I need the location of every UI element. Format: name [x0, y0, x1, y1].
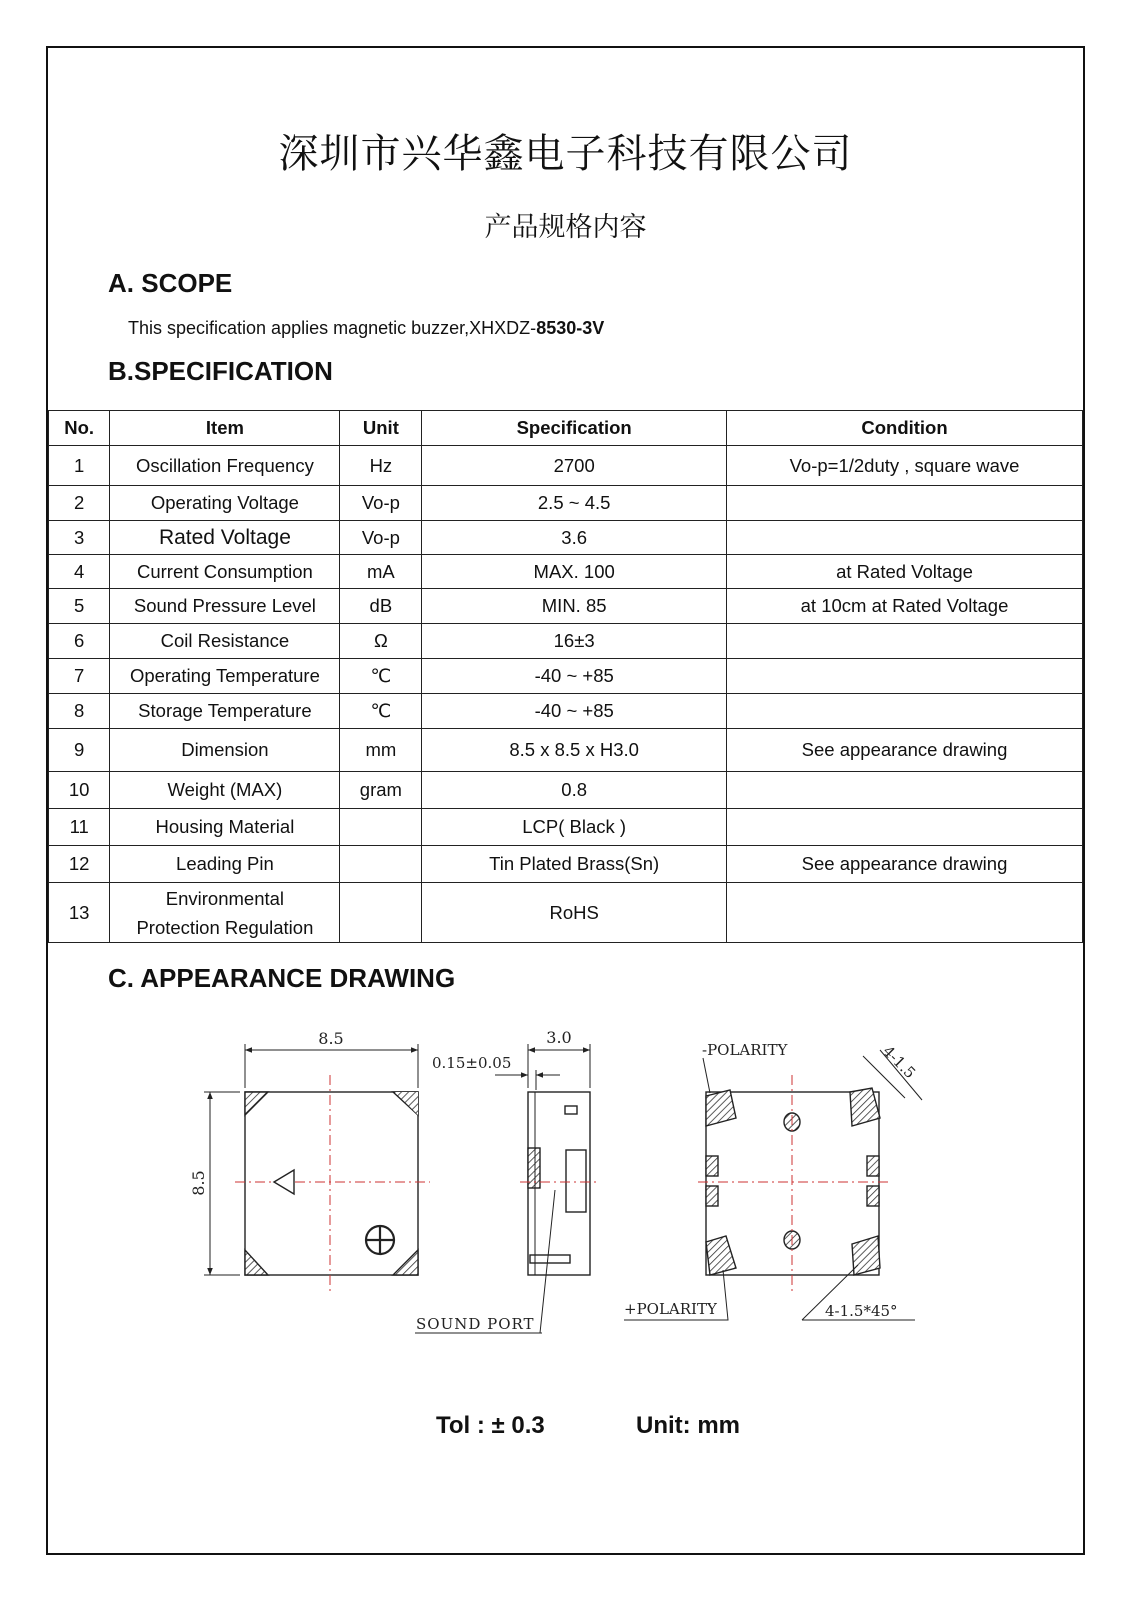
- cell-item: Current Consumption: [110, 555, 340, 589]
- height-label: 8.5: [189, 1170, 208, 1196]
- cell-no: 6: [49, 624, 110, 659]
- cell-no: 13: [49, 883, 110, 943]
- cell-spec: 2.5 ~ 4.5: [422, 486, 727, 521]
- table-row: [49, 659, 1083, 694]
- neg-polarity-label: -POLARITY: [702, 1041, 788, 1059]
- cell-spec: 2700: [422, 446, 727, 486]
- cell-no: 7: [49, 659, 110, 694]
- cell-condition: [727, 486, 1083, 521]
- cell-no: 1: [49, 446, 110, 486]
- specification-heading: B.SPECIFICATION: [108, 356, 333, 386]
- cell-unit: ℃: [340, 659, 422, 694]
- cell-no: 9: [49, 729, 110, 772]
- cell-item: Dimension: [110, 729, 340, 772]
- cell-item: Operating Temperature: [110, 659, 340, 694]
- cell-item: Coil Resistance: [110, 624, 340, 659]
- width-label: 8.5: [318, 1030, 344, 1048]
- cell-spec: MAX. 100: [422, 555, 727, 589]
- cell-spec: -40 ~ +85: [422, 694, 727, 729]
- cell-condition: [727, 624, 1083, 659]
- cell-spec: RoHS: [422, 883, 727, 943]
- specification-table: [48, 410, 1083, 943]
- table-row: [49, 521, 1083, 555]
- bottom-view: [624, 1050, 922, 1320]
- chamfer-label: 4-1.5*45°: [825, 1302, 898, 1320]
- cell-condition: [727, 809, 1083, 846]
- table-row: [49, 883, 1083, 943]
- cell-no: 8: [49, 694, 110, 729]
- table-row: [49, 624, 1083, 659]
- table-row: [49, 772, 1083, 809]
- cell-spec: MIN. 85: [422, 589, 727, 624]
- cell-condition: at 10cm at Rated Voltage: [727, 589, 1083, 624]
- cell-no: 12: [49, 846, 110, 883]
- table-row: [49, 846, 1083, 883]
- cell-no: 3: [49, 521, 110, 555]
- table-row: [49, 694, 1083, 729]
- cell-item-line-1: Environmental: [165, 887, 285, 909]
- scope-text-prefix: This specification applies magnetic buzzer,XHXDZ-: [128, 318, 537, 338]
- cell-spec: Tin Plated Brass(Sn): [422, 846, 727, 883]
- table-row: [49, 555, 1083, 589]
- cell-unit: Ω: [340, 624, 422, 659]
- scope-model: 8530-3V: [536, 318, 605, 338]
- cell-no: 5: [49, 589, 110, 624]
- cell-condition: See appearance drawing: [727, 846, 1083, 883]
- cell-item-line-2: Protection Regulation: [136, 916, 314, 938]
- cell-unit: [340, 809, 422, 846]
- tolerance-label: Tol : ± 0.3: [436, 1412, 545, 1439]
- cell-condition: [727, 772, 1083, 809]
- cell-unit: Vo-p: [340, 521, 422, 555]
- cell-unit: ℃: [340, 694, 422, 729]
- column-header-condition: Condition: [727, 411, 1083, 446]
- cell-spec: -40 ~ +85: [422, 659, 727, 694]
- cell-item: Rated Voltage: [110, 521, 340, 555]
- column-header-unit: Unit: [340, 411, 422, 446]
- appearance-drawing: [180, 1030, 960, 1370]
- cell-unit: gram: [340, 772, 422, 809]
- cell-unit: Hz: [340, 446, 422, 486]
- pos-polarity-label: +POLARITY: [624, 1300, 717, 1318]
- cell-unit: dB: [340, 589, 422, 624]
- appearance-heading: C. APPEARANCE DRAWING: [108, 963, 456, 993]
- side-view: [495, 1044, 600, 1333]
- table-row: [49, 589, 1083, 624]
- unit-label: Unit: mm: [636, 1412, 740, 1439]
- cell-spec: LCP( Black ): [422, 809, 727, 846]
- table-row: [49, 809, 1083, 846]
- scope-text: [128, 318, 604, 339]
- cell-condition: [727, 694, 1083, 729]
- cell-unit: [340, 883, 422, 943]
- cell-spec: 3.6: [422, 521, 727, 555]
- top-view: [204, 1044, 430, 1295]
- cell-condition: [727, 521, 1083, 555]
- cell-item: [110, 883, 340, 943]
- cell-unit: mA: [340, 555, 422, 589]
- sound-port-label: SOUND PORT: [416, 1315, 535, 1333]
- table-header-row: [49, 411, 1083, 446]
- column-header-item: Item: [110, 411, 340, 446]
- scope-heading: A. SCOPE: [108, 268, 233, 298]
- cell-item: Sound Pressure Level: [110, 589, 340, 624]
- cell-no: 2: [49, 486, 110, 521]
- cell-unit: mm: [340, 729, 422, 772]
- table-row: [49, 729, 1083, 772]
- cell-no: 11: [49, 809, 110, 846]
- cell-unit: Vo-p: [340, 486, 422, 521]
- cell-condition: at Rated Voltage: [727, 555, 1083, 589]
- company-name: 深圳市兴华鑫电子科技有限公司: [278, 131, 853, 177]
- thickness-label: 3.0: [546, 1030, 572, 1047]
- cell-unit: [340, 846, 422, 883]
- cell-condition: [727, 883, 1083, 943]
- column-header-no: No.: [49, 411, 110, 446]
- cell-no: 4: [49, 555, 110, 589]
- column-header-specification: Specification: [422, 411, 727, 446]
- cell-item: Oscillation Frequency: [110, 446, 340, 486]
- cell-spec: 16±3: [422, 624, 727, 659]
- pad-size-label: 4-1.5: [879, 1042, 920, 1083]
- cell-condition: See appearance drawing: [727, 729, 1083, 772]
- cell-condition: [727, 659, 1083, 694]
- cell-item: Weight (MAX): [110, 772, 340, 809]
- cell-item: Operating Voltage: [110, 486, 340, 521]
- table-row: [49, 486, 1083, 521]
- gap-label: 0.15±0.05: [432, 1054, 512, 1072]
- cell-spec: 0.8: [422, 772, 727, 809]
- cell-item: Housing Material: [110, 809, 340, 846]
- cell-condition: Vo-p=1/2duty , square wave: [727, 446, 1083, 486]
- cell-item: Leading Pin: [110, 846, 340, 883]
- cell-spec: 8.5 x 8.5 x H3.0: [422, 729, 727, 772]
- document-subtitle: 产品规格内容: [484, 212, 647, 243]
- table-row: [49, 446, 1083, 486]
- cell-no: 10: [49, 772, 110, 809]
- cell-item: Storage Temperature: [110, 694, 340, 729]
